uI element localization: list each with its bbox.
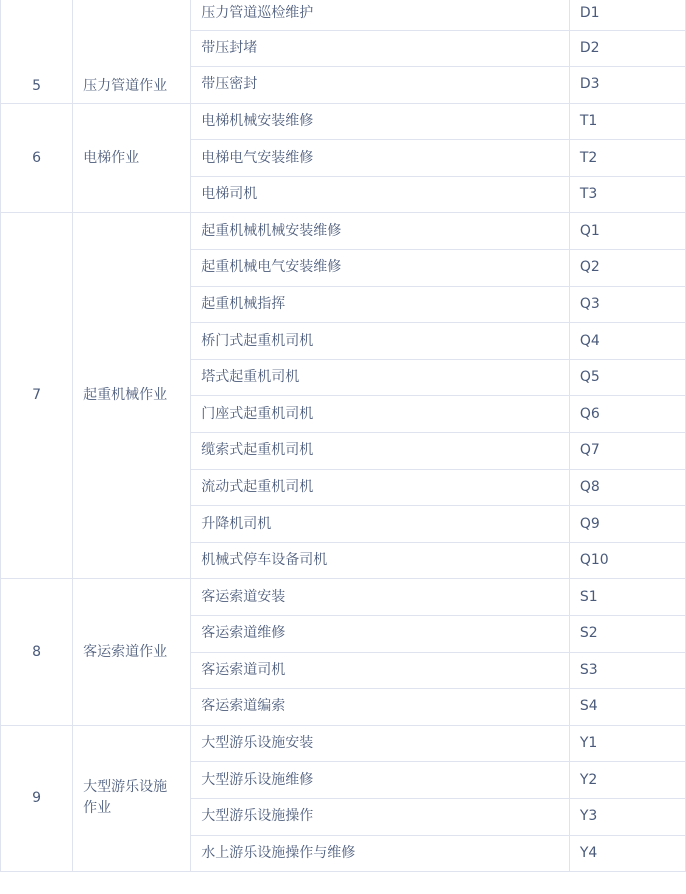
category-cell: 客运索道作业 bbox=[73, 579, 191, 725]
item-name-cell: 塔式起重机司机 bbox=[191, 359, 570, 396]
item-code-cell: T1 bbox=[569, 103, 685, 140]
item-code-cell: D3 bbox=[569, 67, 685, 104]
item-name-cell: 升降机司机 bbox=[191, 506, 570, 543]
item-code-cell: S2 bbox=[569, 616, 685, 653]
item-code-cell: Q6 bbox=[569, 396, 685, 433]
item-name-cell: 机械式停车设备司机 bbox=[191, 542, 570, 579]
item-name-cell: 门座式起重机司机 bbox=[191, 396, 570, 433]
table-row bbox=[1, 213, 686, 250]
item-code-cell: S3 bbox=[569, 652, 685, 689]
row-number-cell: 5 bbox=[1, 0, 73, 103]
item-name-cell: 起重机械机械安装维修 bbox=[191, 213, 570, 250]
item-code-cell: Q8 bbox=[569, 469, 685, 506]
category-cell: 大型游乐设施作业 bbox=[73, 725, 191, 871]
item-code-cell: S1 bbox=[569, 579, 685, 616]
item-name-cell: 客运索道维修 bbox=[191, 616, 570, 653]
item-code-cell: Q3 bbox=[569, 286, 685, 323]
table-row bbox=[1, 579, 686, 616]
item-code-cell: Y2 bbox=[569, 762, 685, 799]
table-body bbox=[1, 0, 686, 872]
item-name-cell: 缆索式起重机司机 bbox=[191, 433, 570, 470]
item-code-cell: Y3 bbox=[569, 798, 685, 835]
row-number-cell: 9 bbox=[1, 725, 73, 871]
item-code-cell: Q2 bbox=[569, 250, 685, 287]
item-name-cell: 流动式起重机司机 bbox=[191, 469, 570, 506]
category-cell: 压力管道作业 bbox=[73, 0, 191, 103]
item-name-cell: 大型游乐设施安装 bbox=[191, 725, 570, 762]
item-name-cell: 大型游乐设施操作 bbox=[191, 798, 570, 835]
item-name-cell: 桥门式起重机司机 bbox=[191, 323, 570, 360]
item-name-cell: 电梯电气安装维修 bbox=[191, 140, 570, 177]
item-name-cell: 客运索道司机 bbox=[191, 652, 570, 689]
row-number-cell: 7 bbox=[1, 213, 73, 579]
table-row bbox=[1, 103, 686, 140]
item-code-cell: Y1 bbox=[569, 725, 685, 762]
item-code-cell: Q10 bbox=[569, 542, 685, 579]
item-name-cell: 电梯机械安装维修 bbox=[191, 103, 570, 140]
row-number-cell: 6 bbox=[1, 103, 73, 213]
item-code-cell: D1 bbox=[569, 0, 685, 30]
item-name-cell: 起重机械电气安装维修 bbox=[191, 250, 570, 287]
item-name-cell: 水上游乐设施操作与维修 bbox=[191, 835, 570, 872]
item-code-cell: Q1 bbox=[569, 213, 685, 250]
category-cell: 起重机械作业 bbox=[73, 213, 191, 579]
item-code-cell: T3 bbox=[569, 176, 685, 213]
item-name-cell: 客运索道安装 bbox=[191, 579, 570, 616]
item-code-cell: Q9 bbox=[569, 506, 685, 543]
item-code-cell: S4 bbox=[569, 689, 685, 726]
item-name-cell: 客运索道编索 bbox=[191, 689, 570, 726]
item-name-cell: 压力管道巡检维护 bbox=[191, 0, 570, 30]
item-name-cell: 电梯司机 bbox=[191, 176, 570, 213]
item-name-cell: 大型游乐设施维修 bbox=[191, 762, 570, 799]
category-cell: 电梯作业 bbox=[73, 103, 191, 213]
item-code-cell: Y4 bbox=[569, 835, 685, 872]
item-name-cell: 带压封堵 bbox=[191, 30, 570, 67]
item-code-cell: D2 bbox=[569, 30, 685, 67]
item-code-cell: Q4 bbox=[569, 323, 685, 360]
item-name-cell: 起重机械指挥 bbox=[191, 286, 570, 323]
item-name-cell: 带压密封 bbox=[191, 67, 570, 104]
row-number-cell: 8 bbox=[1, 579, 73, 725]
item-code-cell: Q5 bbox=[569, 359, 685, 396]
table-row bbox=[1, 725, 686, 762]
item-code-cell: T2 bbox=[569, 140, 685, 177]
item-code-cell: Q7 bbox=[569, 433, 685, 470]
table-row bbox=[1, 0, 686, 30]
